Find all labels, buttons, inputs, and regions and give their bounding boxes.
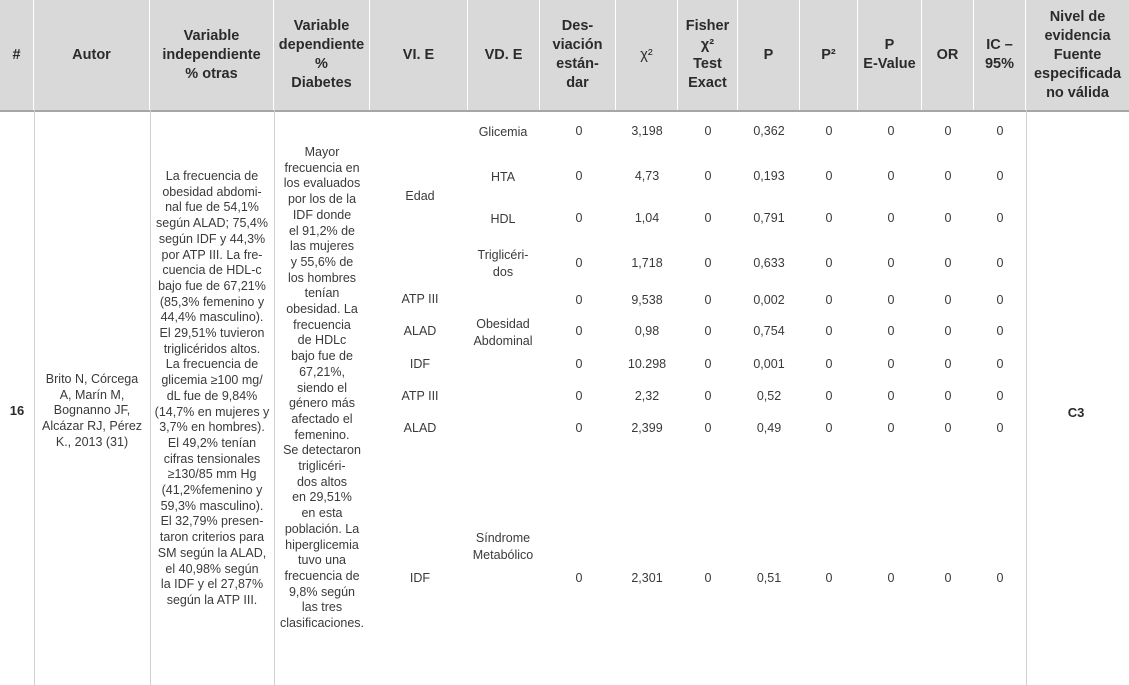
vde-label-line: Abdominal [473, 334, 533, 348]
ic95-cell: 0 [996, 324, 1004, 338]
ic95-cell: 0 [996, 293, 1004, 307]
table-header [0, 0, 1129, 112]
author-line: A, Marín M, [59, 387, 125, 402]
or-cell: 0 [944, 293, 952, 307]
vde-label [479, 124, 528, 141]
independent-variable-line: El 29,51% tuvieron [159, 326, 265, 341]
header-std-deviation: Des- viación están- dar [540, 0, 616, 110]
dependent-variable-line: tuvo una [298, 553, 346, 568]
dependent-variable-line: triglicéri- [298, 459, 346, 474]
vde-label [491, 169, 515, 186]
independent-variable-line: 44,4% masculino). [160, 310, 264, 325]
fisher-cell: 0 [704, 389, 712, 403]
dependent-variable-line: afectado el [291, 411, 353, 426]
p-value-cell: 0,002 [753, 293, 785, 307]
header-chi2: χ² [616, 0, 678, 110]
dependent-variable-line: los evaluados [283, 176, 361, 191]
p-value-cell: 0,193 [753, 169, 785, 183]
vde-label-line: Síndrome [475, 531, 531, 545]
or-cell: 0 [944, 211, 952, 225]
vde-label-line: Glicemia [478, 125, 528, 139]
column-divider [34, 110, 35, 685]
dependent-variable-line: bajo fue de [291, 349, 353, 364]
fisher-cell: 0 [704, 293, 712, 307]
vde-label [473, 316, 532, 350]
evalue-cell: 0 [887, 421, 895, 435]
dependent-variable-line: en esta [301, 506, 343, 521]
dependent-variable-line: femenino. [294, 427, 350, 442]
independent-variable-line: según IDF y 44,3% [158, 231, 266, 246]
vde-label [478, 247, 529, 281]
dependent-variable-line: Se detectaron [283, 443, 361, 458]
evalue-cell: 0 [887, 324, 895, 338]
p-value-cell: 0,51 [756, 571, 782, 585]
ic95-cell: 0 [996, 124, 1004, 138]
p2-cell: 0 [825, 571, 833, 585]
author-line: Brito N, Córcega [45, 372, 139, 386]
vie-label: ATP III [401, 292, 439, 306]
evalue-cell: 0 [887, 389, 895, 403]
dependent-variable-line: género más [288, 396, 355, 411]
chi2-cell: 4,73 [634, 169, 660, 183]
chi2-cell: 2,399 [631, 421, 663, 435]
independent-variable-line: cuencia de HDL-c [162, 263, 262, 278]
independent-variable-line: bajo fue de 67,21% [158, 278, 266, 293]
independent-variable-line: nal fue de 54,1% [165, 200, 259, 215]
or-cell: 0 [944, 571, 952, 585]
header-p: P [738, 0, 800, 110]
std-deviation-cell: 0 [575, 124, 583, 138]
p2-cell: 0 [825, 169, 833, 183]
header-fisher: Fisher χ² Test Exact [678, 0, 738, 110]
independent-variable-line: triglicéridos altos. [163, 341, 261, 356]
evalue-cell: 0 [887, 211, 895, 225]
header-p-evalue: P E-Value [858, 0, 922, 110]
independent-variable-line: la IDF y el 27,87% [160, 577, 264, 592]
p2-cell: 0 [825, 389, 833, 403]
independent-variable-line: SM según la ALAD, [157, 545, 267, 560]
dependent-variable-line: las tres [301, 600, 343, 615]
independent-variable-line: 59,3% masculino). [160, 498, 264, 513]
std-deviation-cell: 0 [575, 256, 583, 270]
chi2-cell: 2,301 [631, 571, 663, 585]
vde-label-line: Obesidad [476, 317, 530, 331]
dependent-variable-line: frecuencia [293, 317, 351, 332]
evalue-cell: 0 [887, 571, 895, 585]
record-dependent-variable [276, 145, 368, 632]
vie-label: ALAD [403, 324, 437, 338]
author-line: Bognanno JF, [53, 403, 131, 418]
fisher-cell: 0 [704, 169, 712, 183]
evalue-cell: 0 [887, 169, 895, 183]
header-independent-variable: Variable independiente % otras [150, 0, 274, 110]
fisher-cell: 0 [704, 211, 712, 225]
fisher-cell: 0 [704, 571, 712, 585]
dependent-variable-line: hiperglicemia [285, 537, 359, 552]
dependent-variable-line: y 55,6% de [290, 254, 354, 269]
or-cell: 0 [944, 124, 952, 138]
p2-cell: 0 [825, 421, 833, 435]
independent-variable-line: (41,2%femenino y [161, 483, 263, 498]
independent-variable-line: La frecuencia de [165, 169, 259, 183]
p-value-cell: 0,52 [756, 389, 782, 403]
or-cell: 0 [944, 389, 952, 403]
or-cell: 0 [944, 169, 952, 183]
std-deviation-cell: 0 [575, 211, 583, 225]
p2-cell: 0 [825, 293, 833, 307]
record-independent-variable [152, 169, 272, 609]
dependent-variable-line: por los de la [287, 192, 357, 207]
independent-variable-line: ≥130/85 mm Hg [167, 467, 257, 482]
p2-cell: 0 [825, 324, 833, 338]
independent-variable-line: El 32,79% presen- [160, 514, 264, 529]
dependent-variable-line: 9,8% según [288, 584, 356, 599]
evalue-cell: 0 [887, 256, 895, 270]
column-divider [274, 110, 275, 685]
dependent-variable-line: 67,21%, [299, 364, 345, 379]
independent-variable-line: dL fue de 9,84% [166, 388, 258, 403]
vie-label: IDF [409, 571, 431, 585]
column-divider [150, 110, 151, 685]
std-deviation-cell: 0 [575, 357, 583, 371]
independent-variable-line: (14,7% en mujeres y [154, 404, 270, 419]
independent-variable-line: por ATP III. La fre- [161, 247, 263, 262]
or-cell: 0 [944, 421, 952, 435]
independent-variable-line: La frecuencia de [165, 357, 259, 372]
dependent-variable-line: el 91,2% de [288, 223, 356, 238]
independent-variable-line: cifras tensionales [163, 451, 261, 466]
vie-label: Edad [405, 189, 435, 203]
fisher-cell: 0 [704, 324, 712, 338]
dependent-variable-line: las mujeres [290, 239, 354, 254]
vie-label: ATP III [401, 389, 439, 403]
record-evidence-level: C3 [1067, 405, 1085, 420]
fisher-cell: 0 [704, 357, 712, 371]
author-line: Alcázar RJ, Pérez [41, 419, 143, 434]
p-value-cell: 0,754 [753, 324, 785, 338]
std-deviation-cell: 0 [575, 421, 583, 435]
column-divider [1026, 110, 1027, 685]
dependent-variable-line: de HDLc [297, 333, 347, 348]
ic95-cell: 0 [996, 256, 1004, 270]
p2-cell: 0 [825, 357, 833, 371]
std-deviation-cell: 0 [575, 324, 583, 338]
dependent-variable-line: IDF donde [292, 207, 352, 222]
header-evidence-level: Nivel de evidencia Fuente especificada no válida [1033, 8, 1122, 101]
vde-label-line: HTA [490, 170, 516, 184]
std-deviation-cell: 0 [575, 571, 583, 585]
independent-variable-line: obesidad abdomi- [162, 184, 262, 199]
chi2-cell: 10.298 [627, 357, 667, 371]
p-value-cell: 0,791 [753, 211, 785, 225]
dependent-variable-line: en 29,51% [292, 490, 352, 505]
dependent-variable-line: clasificaciones. [279, 616, 365, 631]
ic95-cell: 0 [996, 421, 1004, 435]
chi2-cell: 0,98 [634, 324, 660, 338]
ic95-cell: 0 [996, 389, 1004, 403]
or-cell: 0 [944, 256, 952, 270]
header-ic95: IC – 95% [974, 0, 1026, 110]
dependent-variable-line: tenían [304, 286, 340, 301]
chi2-cell: 1,718 [631, 256, 663, 270]
independent-variable-line: 3,7% en hombres). [159, 420, 265, 435]
author-line: K., 2013 (31) [55, 434, 129, 449]
p2-cell: 0 [825, 256, 833, 270]
chi2-cell: 1,04 [634, 211, 660, 225]
independent-variable-line: el 40,98% según [165, 561, 259, 576]
evalue-cell: 0 [887, 124, 895, 138]
ic95-cell: 0 [996, 169, 1004, 183]
vde-label [473, 530, 533, 564]
dependent-variable-line: Mayor [304, 145, 340, 159]
evalue-cell: 0 [887, 293, 895, 307]
header-p2: P² [800, 0, 858, 110]
fisher-cell: 0 [704, 256, 712, 270]
p-value-cell: 0,362 [753, 124, 785, 138]
header-author: Autor [34, 0, 150, 110]
ic95-cell: 0 [996, 211, 1004, 225]
chi2-cell: 3,198 [631, 124, 663, 138]
header-vi-e: VI. E [370, 0, 468, 110]
ic95-cell: 0 [996, 571, 1004, 585]
dependent-variable-line: dos altos [296, 474, 348, 489]
vde-label-line: dos [492, 265, 514, 279]
header-or: OR [922, 0, 974, 110]
dependent-variable-line: población. La [284, 521, 360, 536]
p-value-cell: 0,633 [753, 256, 785, 270]
vde-label-line: Triglicéri- [477, 248, 529, 262]
or-cell: 0 [944, 324, 952, 338]
or-cell: 0 [944, 357, 952, 371]
header-dependent-variable: Variable dependiente % Diabetes [274, 0, 370, 110]
std-deviation-cell: 0 [575, 389, 583, 403]
ic95-cell: 0 [996, 357, 1004, 371]
p-value-cell: 0,49 [756, 421, 782, 435]
p2-cell: 0 [825, 211, 833, 225]
vde-label-line: HDL [490, 212, 516, 226]
record-author [36, 372, 148, 451]
dependent-variable-line: siendo el [296, 380, 348, 395]
independent-variable-line: según la ATP III. [166, 592, 258, 607]
independent-variable-line: glicemia ≥100 mg/ [161, 373, 263, 388]
dependent-variable-line: frecuencia en [284, 160, 360, 175]
fisher-cell: 0 [704, 421, 712, 435]
dependent-variable-line: los hombres [287, 270, 357, 285]
std-deviation-cell: 0 [575, 293, 583, 307]
dependent-variable-line: obesidad. La [286, 302, 358, 317]
chi2-cell: 9,538 [631, 293, 663, 307]
independent-variable-line: taron criterios para [159, 530, 265, 545]
header-number: # [0, 0, 34, 110]
independent-variable-line: El 49,2% tenían [167, 435, 257, 450]
p-value-cell: 0,001 [753, 357, 785, 371]
vde-label-line: Metabólico [472, 548, 534, 562]
p2-cell: 0 [825, 124, 833, 138]
evalue-cell: 0 [887, 357, 895, 371]
independent-variable-line: (85,3% femenino y [159, 294, 265, 309]
vde-label [490, 211, 515, 228]
vie-label: IDF [409, 357, 431, 371]
chi2-cell: 2,32 [634, 389, 660, 403]
independent-variable-line: según ALAD; 75,4% [156, 216, 268, 231]
vie-label: ALAD [403, 421, 437, 435]
header-vd-e: VD. E [468, 0, 540, 110]
fisher-cell: 0 [704, 124, 712, 138]
std-deviation-cell: 0 [575, 169, 583, 183]
dependent-variable-line: frecuencia de [284, 568, 360, 583]
record-number: 16 [9, 403, 25, 418]
